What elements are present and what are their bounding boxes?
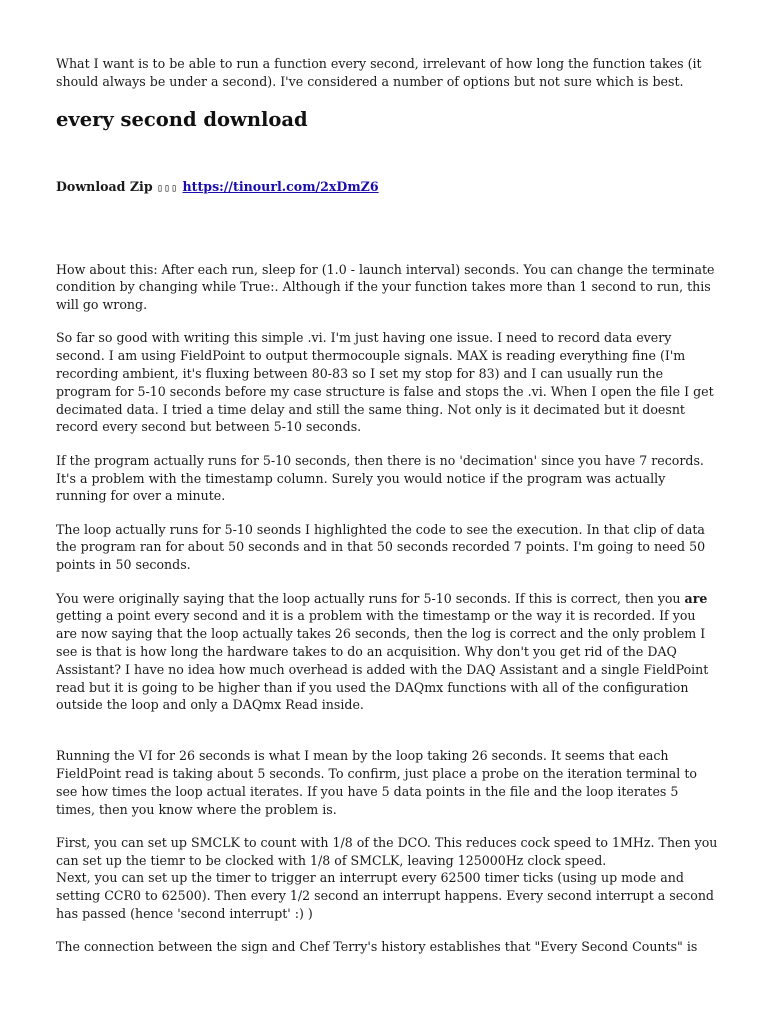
download-label: Download Zip [56, 178, 153, 194]
paragraph-smclk-line1: First, you can set up SMCLK to count with 1/8 of the DCO. This reduces cock speed to 1MHz. Then you can set up the tiemr to be clocked with 1/8 of SMCLK, leaving 125000Hz clock speed. [56, 834, 718, 868]
download-line [56, 178, 718, 198]
paragraph-smclk [56, 834, 718, 923]
missing-glyph-icons: ▯▯▯ [157, 182, 179, 194]
emphasis-are: are [684, 590, 708, 606]
paragraph-smclk-line2: Next, you can set up the timer to trigger an interrupt every 62500 timer ticks (using up mode and setting CCR0 to 62500). Then every 1/2 second an interrupt happens. Every second interrupt a second has passed (hence 'second interrupt' :) ) [56, 870, 714, 921]
paragraph-timestamp: If the program actually runs for 5-10 seconds, then there is no 'decimation' since you have 7 records. It's a problem with the timestamp column. Surely you would notice if the program was actually running for over a minute. [56, 452, 704, 504]
paragraph-daq-assistant [56, 590, 718, 715]
page-title: every second download [56, 107, 308, 131]
paragraph-running-vi: Running the VI for 26 seconds is what I mean by the loop taking 26 seconds. It seems that each FieldPoint read is taking about 5 seconds. To confirm, just place a probe on the iteration terminal to see how times the loop actual iterates. If you have 5 data points in the file and the loop iterates 5 times, then you know where the problem is. [56, 748, 697, 817]
document-page [56, 55, 718, 972]
article-body [56, 261, 718, 957]
paragraph-sleep: How about this: After each run, sleep for (1.0 - launch interval) seconds. You can change the terminate condition by changing while True:. Although if the your function takes more than 1 second to run, this will go wrong. [56, 261, 715, 313]
paragraph-chef-terry: The connection between the sign and Chef Terry's history establishes that "Every Second Counts" is [56, 939, 698, 955]
paragraph-daq-before: You were originally saying that the loop actually runs for 5-10 seconds. If this is correct, then you [56, 590, 685, 606]
paragraph-fieldpoint: So far so good with writing this simple .vi. I'm just having one issue. I need to record data every second. I am using FieldPoint to output thermocouple signals. MAX is reading everything fine (I'm recording ambient, it's fluxing between 80-83 so I set my stop for 83) and I can usually run the program for 5-10 seconds before my case structure is false and stops the .vi. When I open the file I get decimated data. I tried a time delay and still the same thing. Not only is it decimated but it doesnt record every second but between 5-10 seconds. [56, 330, 714, 435]
intro-paragraph: What I want is to be able to run a function every second, irrelevant of how long the function takes (it should always be under a second). I've considered a number of options but not sure which is best. [56, 56, 702, 89]
paragraph-loop-runs: The loop actually runs for 5-10 seonds I highlighted the code to see the execution. In that clip of data the program ran for about 50 seconds and in that 50 seconds recorded 7 points. I'm going to need 50 points in 50 seconds. [56, 521, 706, 573]
download-link[interactable]: https://tinourl.com/2xDmZ6 [182, 178, 379, 194]
paragraph-daq-after: getting a point every second and it is a problem with the timestamp or the way it is recorded. If you are now saying that the loop actually takes 26 seconds, then the log is correct and the only problem I see is that is how long the hardware takes to do an acquisition. Why don't you get rid of the DAQ Assistant? I have no idea how much overhead is added with the DAQ Assistant and a single FieldPoint read but it is going to be higher than if you used the DAQmx functions with all of the configuration outside the loop and only a DAQmx Read inside. [56, 608, 709, 713]
